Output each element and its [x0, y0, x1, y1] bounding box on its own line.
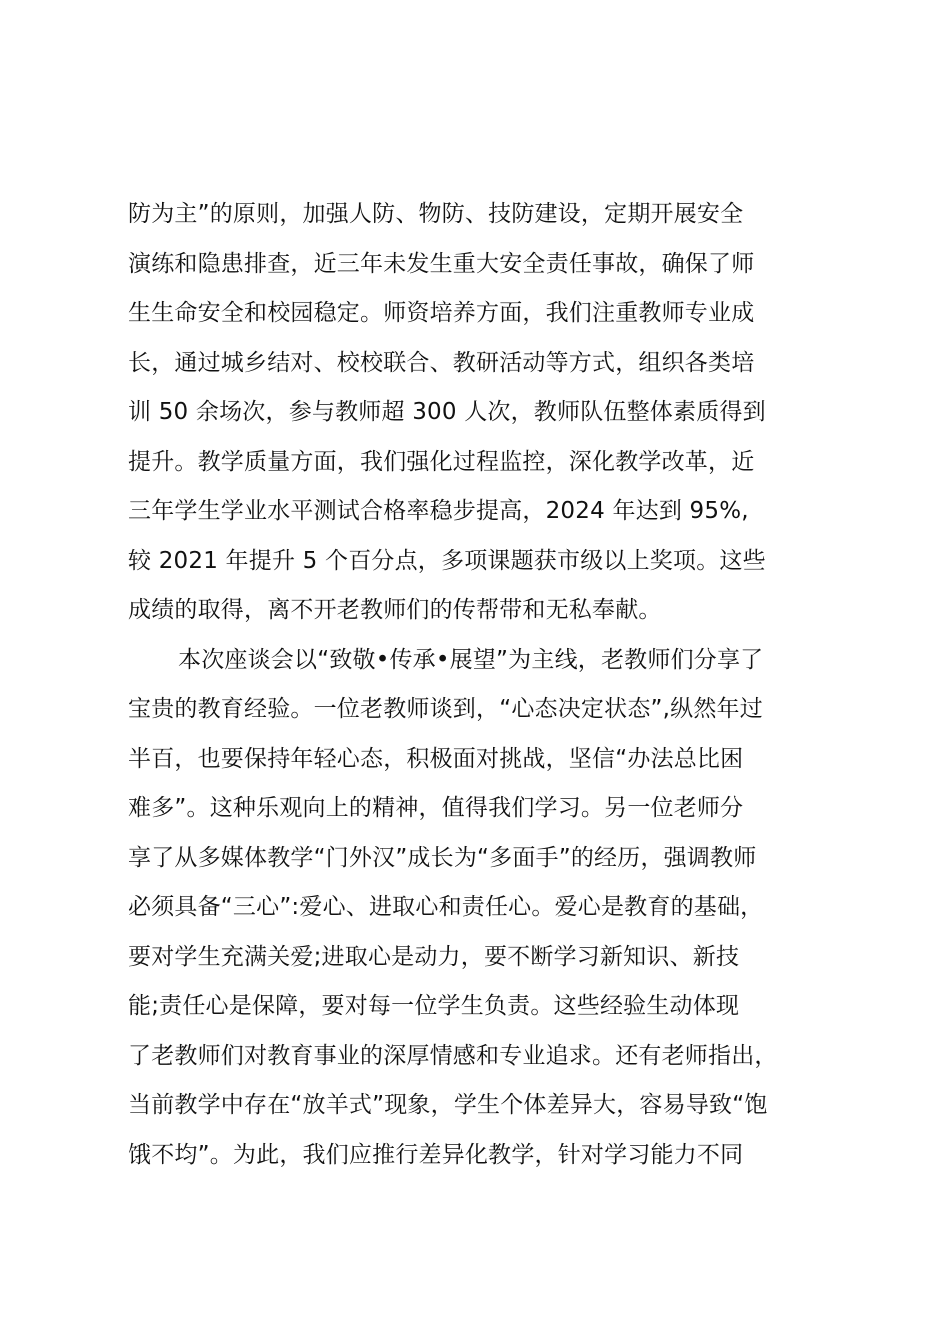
text-line: 生生命安全和校园稳定。师资培养方面，我们注重教师专业成 — [128, 300, 755, 326]
text-line: 半百，也要保持年轻心态，积极面对挑战，坚信“办法总比困 — [128, 745, 744, 772]
text-line: 演练和隐患排查，近三年未发生重大安全责任事故，确保了师 — [128, 250, 755, 277]
text-line: 较 2021 年提升 5 个百分点，多项课题获市级以上奖项。这些 — [128, 547, 766, 574]
text-line: 提升。教学质量方面，我们强化过程监控，深化教学改革，近 — [128, 448, 755, 475]
text-line: 能;责任心是保障，要对每一位学生负责。这些经验生动体现 — [128, 993, 740, 1019]
text-line: 当前教学中存在“放羊式”现象，学生个体差异大，容易导致“饱 — [128, 1092, 768, 1118]
text-line: 三年学生学业水平测试合格率稳步提高，2024 年达到 95%, — [128, 498, 749, 524]
text-line: 享了从多媒体教学“门外汉”成长为“多面手”的经历，强调教师 — [128, 844, 757, 871]
text-line: 要对学生充满关爱;进取心是动力，要不断学习新知识、新技 — [128, 943, 740, 970]
text-line: 难多”。这种乐观向上的精神，值得我们学习。另一位老师分 — [128, 795, 744, 821]
text-line: 防为主”的原则，加强人防、物防、技防建设，定期开展安全 — [128, 201, 744, 227]
text-line: 宝贵的教育经验。一位老教师谈到，“心态决定状态”,纵然年过 — [128, 696, 763, 722]
body-text — [128, 190, 848, 1180]
text-line: 必须具备“三心”:爱心、进取心和责任心。爱心是教育的基础， — [128, 894, 764, 920]
text-line: 饿不均”。为此，我们应推行差异化教学，针对学习能力不同 — [128, 1141, 744, 1168]
text-line: 成绩的取得，离不开老教师们的传帮带和无私奉献。 — [128, 597, 662, 623]
text-line: 了老教师们对教育事业的深厚情感和专业追求。还有老师指出， — [128, 1042, 778, 1069]
text-line: 训 50 余场次，参与教师超 300 人次，教师队伍整体素质得到 — [128, 399, 766, 425]
paragraph-start-line: 本次座谈会以“致敬•传承•展望”为主线，老教师们分享了 — [178, 646, 764, 673]
text-line: 长，通过城乡结对、校校联合、教研活动等方式，组织各类培 — [128, 349, 755, 376]
